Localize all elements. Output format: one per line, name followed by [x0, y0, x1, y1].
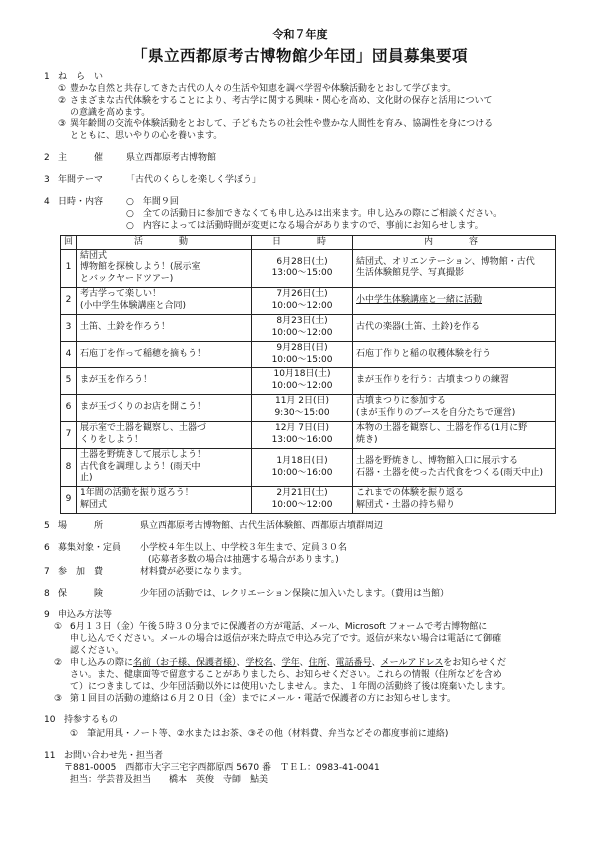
eligibility-text: 小学校４年生以上、中学校３年生まで、定員３０名 — [140, 542, 347, 553]
cell-content: 古代の楽器(土笛、土鈴)を作る — [353, 314, 556, 341]
cell-content: 土器を野焼きし、博物館入口に展示する 石器・土器を使った古代食をつくる(雨天中止) — [353, 448, 556, 487]
schedule-note: ○ 年間９回 — [126, 196, 179, 207]
cell-content: 本物の土器を観察し、土器を作る(1月に野 焼き) — [353, 421, 556, 448]
list-item: の意識を高めます。 — [70, 107, 151, 118]
section-heading: 参 加 費 — [58, 566, 104, 577]
table-row — [61, 421, 556, 448]
table-row — [61, 487, 556, 514]
section-application: 9 申込み方法等 ① 6月１３日（金）午後５時３０分までに保護者の方が電話、メール、Microsoft フォームで考古博物館に 申し込んでください。メールの場合は返信が来た時点で申込み完了です。返信が来ない場合は電話にて御確 認ください。 ② 申し込みの際に名前（お子様、保護者様）、学校名、学年、住所、電話番号、メールアドレスをお知らせくだ さい。また、健康面等で留意することがありましたら、お知らせください。これらの情報（住所などを含め て）につきましては、少年団活動以外には使用いたしません。また、１年間の活動終了後は廃棄いたします。 ③ 第１回目の活動の連絡は６月２０日（金）までにメール・電話で保護者の方にお知らせします。 — [44, 610, 556, 705]
column-header: 内 容 — [353, 235, 556, 249]
section-heading: 年間テーマ — [58, 175, 104, 186]
table-row — [61, 368, 556, 395]
section-heading: お問い合わせ先・担当者 — [64, 751, 164, 762]
section-heading: 保 険 — [58, 588, 104, 599]
eligibility-note: (応募者多数の場合は抽選する場合があります。) — [148, 554, 339, 565]
application-step: ① 6月１３日（金）午後５時３０分までに保護者の方が電話、メール、Microsoft フォームで考古博物館に 申し込んでください。メールの場合は返信が来た時点で申込み完了です。返信が来ない場合は電話にて御確 認ください。 — [54, 622, 502, 657]
cell-activity: 1年間の活動を振り返ろう！ 解団式 — [77, 487, 252, 514]
column-header: 活 動 — [77, 235, 252, 249]
cell-content: 石庖丁作りと稲の収穫体験を行う — [353, 341, 556, 368]
cell-datetime: 2月21日(土) 10:00～12:00 — [252, 487, 353, 514]
table-row — [61, 249, 556, 288]
cell-activity: 土笛、土鈴を作ろう！ — [77, 314, 252, 341]
contact-address: 〒881-0005 西都市大字三宅字西都原西 5670 番 ＴＥＬ：0983-41-0041 — [64, 763, 380, 774]
schedule-note: ○ 全ての活動日に参加できなくても申し込みは出来ます。申し込みの際にご相談ください。 — [126, 208, 503, 219]
schedule-table — [60, 235, 556, 515]
section-heading: 持参するもの — [64, 715, 119, 726]
schedule-table-body — [61, 249, 556, 514]
table-row — [61, 341, 556, 368]
section-aims — [44, 72, 556, 143]
section-heading: 日時・内容 — [58, 196, 104, 207]
cell-activity: 土器を野焼きして展示しよう！ 古代食を調理しよう！(雨天中 止) — [77, 448, 252, 487]
cell-content: これまでの体験を振り返る 解団式・土器の持ち帰り — [353, 487, 556, 514]
cell-datetime: 12月 7日(日) 13:00～16:00 — [252, 421, 353, 448]
section-heading: 主 催 — [58, 153, 104, 164]
cell-activity: まが玉を作ろう！ — [77, 368, 252, 395]
cell-datetime: 10月18日(土) 10:00～12:00 — [252, 368, 353, 395]
organizer-name: 県立西都原考古博物館 — [126, 153, 217, 164]
cell-activity: 考古学って楽しい！ (小中学生体験講座と合同) — [77, 288, 252, 315]
document-title: 「県立西都原考古博物館少年団」団員募集要項 — [131, 46, 468, 65]
list-item: ① 豊かな自然と共存してきた古代の人々の生活や知恵を調べ学習や体験活動をとおして学びます。 — [58, 83, 457, 94]
application-step: ③ 第１回目の活動の連絡は６月２０日（金）までにメール・電話で保護者の方にお知らせします。 — [54, 693, 456, 704]
cell-activity: 展示室で土器を観察し、土器づ くりをしよう！ — [77, 421, 252, 448]
list-item: とともに、思いやりの心を養います。 — [70, 131, 223, 142]
section-fee: 7 参 加 費 材料費が必要になります。 — [44, 567, 556, 579]
cell-content: 小中学生体験講座と一緒に活動 — [353, 288, 556, 315]
section-venue: 5 場 所 県立西都原考古博物館、古代生活体験館、西都原古墳群周辺 — [44, 521, 556, 533]
section-organizer: 2 主 催 県立西都原考古博物館 — [44, 153, 556, 165]
cell-datetime: 6月28日(土) 13:00～15:00 — [252, 249, 353, 288]
insurance-text: 少年団の活動では、レクリエーション保険に加入いたします。（費用は当館） — [140, 588, 450, 599]
cell-content: 結団式、オリエンテーション、博物館・古代 生活体験館見学、写真撮影 — [353, 249, 556, 288]
table-row — [61, 314, 556, 341]
cell-datetime: 9月28日(日) 10:00～15:00 — [252, 341, 353, 368]
column-header: 回 — [61, 235, 77, 249]
cell-datetime: 1月18日(日) 10:00～16:00 — [252, 448, 353, 487]
section-contact: 11 お問い合わせ先・担当者 〒881-0005 西都市大字三宅字西都原西 5670 番 ＴＥＬ：0983-41-0041 担当：学芸普及担当 橋本 英俊 寺師 鮎美 — [44, 751, 556, 787]
fee-text: 材料費が必要になります。 — [140, 566, 248, 577]
cell-activity: まが玉づくりのお店を開こう！ — [77, 395, 252, 422]
cell-round: 8 — [61, 448, 77, 487]
theme-text: 「古代のくらしを楽しく学ぼう」 — [126, 175, 262, 186]
cell-round: 4 — [61, 341, 77, 368]
cell-round: 7 — [61, 421, 77, 448]
section-heading: 場 所 — [58, 521, 104, 532]
section-schedule: 4 日時・内容 ○ 年間９回 ○ 全ての活動日に参加できなくても申し込みは出来ます。申し込みの際にご相談ください。 ○ 内容によっては活動時間が変更になる場合がありますので、事前にお知らせします。 回 活 動 日 時 内 容 1 結団式 博物館を探検しよう！(展示室 とバックヤードツアー) 6月28日(土) 13:00～15:00 結団式、オリエンテーション、博物館・古代 生活体験館見学、写真撮影 2 考古学って楽しい！ (小中学生体験講座と合同) 7月26日(土) 10:00～12:00 小中学生体験講座と一緒に活動 3 土笛、土鈴を作ろう！ 8月23日(土) 10:00～12:00 古代の楽器(土笛、土鈴)を作る 4 石庖丁を作って稲穂を摘もう！ 9月28日(日) 10:00～15:00 石庖丁作りと稲の収穫体験を行う 5 まが玉を作ろう！ 10月18日(土) 10:00～12:00 まが玉作りを行う：古墳まつりの練習 6 まが玉づくりのお店を開こう！ 11月 2日(日) 9:30～15:00 古墳まつりに参加する (まが玉作りのブースを自分たちで運営) 7 展示室で土器を観察し、土器づ くりをしよう！ 12月 7日(日) 13:00～16:00 本物の土器を観察し、土器を作る(1月に野 焼き) 8 土器を野焼きして展示しよう！ 古代食を調理しよう！(雨天中 止) 1月18日(日) 10:00～16:00 土器を野焼きし、博物館入口に展示する 石器・土器を使った古代食をつくる(雨天中止) 9 1年間の活動を振り返ろう！ 解団式 2月21日(土) 10:00～12:00 これまでの体験を振り返る 解団式・土器の持ち帰り — [44, 197, 556, 514]
cell-content: まが玉作りを行う：古墳まつりの練習 — [353, 368, 556, 395]
section-heading: ね ら い — [58, 71, 104, 82]
cell-round: 6 — [61, 395, 77, 422]
application-step: ② 申し込みの際に名前（お子様、保護者様）、学校名、学年、住所、電話番号、メールアドレスをお知らせくだ さい。また、健康面等で留意することがありましたら、お知らせください。これらの情報（住所などを含め て）につきましては、少年団活動以外には使用いたしません。また、１年間の活動終了後は廃棄いたします。 — [54, 657, 511, 692]
items-to-bring-text: ① 筆記用具・ノート等、②水またはお茶、③その他（材料費、弁当などその都度事前に連絡) — [70, 729, 449, 740]
cell-round: 5 — [61, 368, 77, 395]
table-header-row — [61, 235, 556, 249]
contact-staff: 担当：学芸普及担当 橋本 英俊 寺師 鮎美 — [70, 774, 269, 785]
table-row — [61, 448, 556, 487]
column-header: 日 時 — [252, 235, 353, 249]
cell-round: 3 — [61, 314, 77, 341]
cell-activity: 石庖丁を作って稲穂を摘もう！ — [77, 341, 252, 368]
aims-list — [58, 84, 556, 143]
cell-datetime: 7月26日(土) 10:00～12:00 — [252, 288, 353, 315]
schedule-note: ○ 内容によっては活動時間が変更になる場合がありますので、事前にお知らせします。 — [126, 220, 484, 231]
section-heading: 募集対象・定員 — [58, 542, 122, 553]
table-row — [61, 288, 556, 315]
section-number: 1 — [44, 71, 50, 82]
cell-content: 古墳まつりに参加する (まが玉作りのブースを自分たちで運営) — [353, 395, 556, 422]
section-heading: 申込み方法等 — [58, 610, 113, 621]
fiscal-year: 令和７年度 — [272, 28, 328, 41]
venue-text: 県立西都原考古博物館、古代生活体験館、西都原古墳群周辺 — [140, 521, 384, 532]
section-eligibility: 6 募集対象・定員 小学校４年生以上、中学校３年生まで、定員３０名 (応募者多数の場合は抽選する場合があります。) — [44, 543, 556, 567]
list-item: ② さまざまな古代体験をすることにより、考古学に関する興味・関心を高め、文化財の保存と活用について — [58, 95, 493, 106]
cell-datetime: 8月23日(土) 10:00～12:00 — [252, 314, 353, 341]
cell-activity: 結団式 博物館を探検しよう！(展示室 とバックヤードツアー) — [77, 249, 252, 288]
section-insurance: 8 保 険 少年団の活動では、レクリエーション保険に加入いたします。（費用は当館） — [44, 589, 556, 601]
table-row — [61, 395, 556, 422]
cell-round: 9 — [61, 487, 77, 514]
section-items-to-bring: 10 持参するもの ① 筆記用具・ノート等、②水またはお茶、③その他（材料費、弁当などその都度事前に連絡) — [44, 715, 556, 741]
section-theme: 3 年間テーマ 「古代のくらしを楽しく学ぼう」 — [44, 175, 556, 187]
cell-round: 2 — [61, 288, 77, 315]
cell-round: 1 — [61, 249, 77, 288]
list-item: ③ 異年齢間の交流や体験活動をとおして、子どもたちの社会性や豊かな人間性を育み、協調性を身につける — [58, 119, 494, 130]
cell-datetime: 11月 2日(日) 9:30～15:00 — [252, 395, 353, 422]
